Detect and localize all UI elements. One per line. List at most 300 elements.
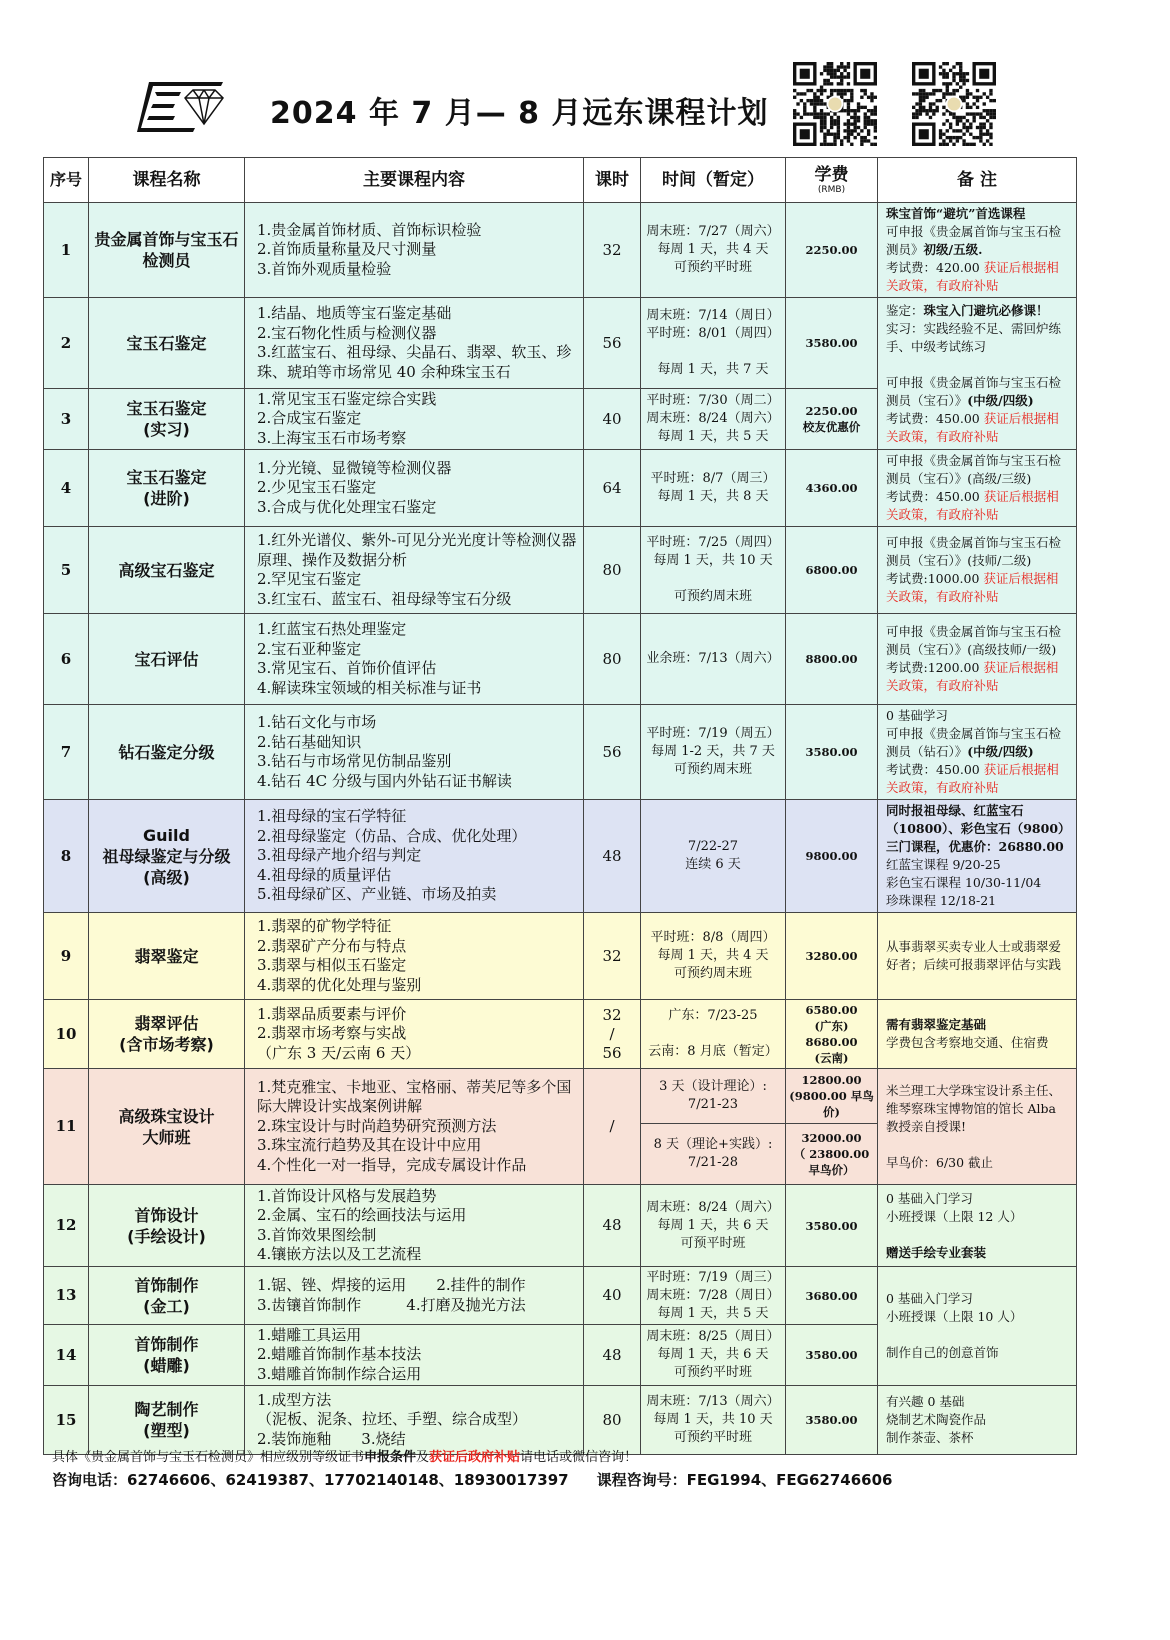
remark-line (886, 1411, 1068, 1429)
course-time (641, 614, 786, 705)
course-fee (786, 203, 878, 298)
course-remark (878, 1069, 1077, 1185)
cell-line: 2.翡翠市场考察与实战 (257, 1024, 407, 1043)
course-fee (786, 1000, 878, 1069)
cell-line: (手绘设计) (127, 1226, 206, 1246)
cell-line: 8680.00 (805, 1035, 858, 1049)
cell-line: 80 (602, 1410, 622, 1429)
cell-line: 首饰设计 (134, 1205, 199, 1225)
course-fee (786, 1325, 878, 1386)
remark-text: 可申报《贵金属首饰与宝玉石检测员（宝石）》 (886, 374, 1062, 408)
course-fee (786, 298, 878, 389)
cell-line: (云南) (814, 1051, 849, 1065)
course-name (89, 614, 245, 705)
cell-line: 高级珠宝设计 (118, 1106, 215, 1126)
cell-line: 业余班：7/13（周六） (646, 651, 780, 666)
cell-line: 每周 1-2 天，共 7 天 (651, 744, 775, 759)
remark-text: 可申报《贵金属首饰与宝玉石检测员》 (886, 224, 1062, 257)
cell-line: 宝玉石鉴定 (126, 333, 207, 353)
cell-line (644, 570, 782, 588)
cell-line: 周末班：7/28（周日） (646, 1287, 780, 1303)
cell-line: 平时班：7/30（周二） (646, 393, 780, 408)
row-number: 10 (44, 1000, 89, 1069)
cell-line: Guild (143, 825, 190, 845)
row-number: 15 (44, 1386, 89, 1455)
header-time: 时间（暂定） (641, 158, 786, 203)
cell-line: 每周 1 天，共 6 天 (657, 1347, 769, 1362)
row-number: 2 (44, 298, 89, 389)
cell-line: 平时班：8/7（周三） (650, 471, 776, 486)
course-fee (786, 913, 878, 1000)
remark-line (886, 623, 1068, 659)
course-content (245, 800, 584, 913)
course-time (641, 1185, 786, 1267)
remark-text: 0 基础入门学习 (886, 1190, 973, 1206)
cell-line: 2250.00 (805, 243, 858, 257)
page-title: 2024 年 7 月— 8 月远东课程计划 (270, 96, 769, 131)
qr-code-icon (793, 62, 877, 146)
header-name: 课程名称 (89, 158, 245, 203)
footer-note-text: 及 (416, 1450, 430, 1465)
cell-line: 周末班：7/13（周六） (646, 1394, 780, 1409)
cell-line: 4360.00 (805, 481, 858, 495)
course-hours (584, 800, 641, 913)
cell-line: 2.罕见宝石鉴定 (257, 570, 362, 588)
remark-line (886, 1190, 1068, 1208)
remark-text: 可申报《贵金属首饰与宝玉石检测员（宝石）》(高级/三级) (886, 453, 1062, 486)
subsidy-note: 获证后根据相关政策，有政府补贴 (886, 260, 1059, 293)
cell-line: 每周 1 天，共 4 天 (657, 948, 769, 963)
cell-line: 3.首饰效果图绘制 (257, 1225, 377, 1244)
course-time (641, 389, 786, 450)
row-number: 4 (44, 450, 89, 527)
course-content (245, 450, 584, 527)
cell-line: 每周 1 天，共 7 天 (657, 362, 769, 377)
course-remark (878, 1386, 1077, 1455)
cell-line: 首饰制作 (134, 1335, 199, 1354)
remark-line (886, 874, 1068, 892)
remark-line (886, 259, 1068, 295)
course-hours (584, 203, 641, 298)
cell-line: 4.祖母绿的质量评估 (257, 865, 392, 884)
remark-text: 彩色宝石课程 10/30-11/04 (886, 875, 1042, 890)
course-hours (584, 913, 641, 1000)
cell-line (644, 343, 782, 361)
cell-line: 周末班：7/27（周六） (646, 224, 780, 239)
remark-text: 学费包含考察地交通、住宿费 (886, 1035, 1049, 1050)
course-hours (584, 1069, 641, 1185)
cell-line: 每周 1 天，共 4 天 (657, 242, 769, 257)
remark-line (886, 1326, 1068, 1344)
remark-text: (中级/四级) (967, 392, 1034, 408)
remark-text: 米兰理工大学珠宝设计系主任、维琴察珠宝博物馆的馆长 Alba 教授亲自授课! (886, 1082, 1062, 1134)
course-name (89, 450, 245, 527)
cell-line: 80 (602, 560, 622, 579)
cell-line: 校友优惠价 (802, 420, 861, 434)
cell-line: 7/21-23 (687, 1097, 739, 1112)
cell-line: 7/22-27 (687, 839, 739, 854)
subsidy-note: 获证后根据相关政策，有政府补贴 (886, 489, 1059, 522)
cell-line: 云南：8 月底（暂定） (648, 1044, 778, 1059)
cell-line: 平时班：7/25（周四） (646, 535, 780, 550)
remark-line (886, 205, 1068, 223)
course-content (245, 527, 584, 614)
remark-line (886, 707, 1068, 725)
subsidy-note: 获证后根据相关政策，有政府补贴 (886, 571, 1059, 604)
course-remark (878, 203, 1077, 298)
remark-text: 赠送手绘专业套装 (886, 1244, 987, 1260)
course-fee (786, 1185, 878, 1267)
cell-line: (实习) (143, 420, 190, 439)
remark-text: 考试费:1200.00 (886, 660, 984, 675)
course-name (89, 913, 245, 1000)
course-name (89, 527, 245, 614)
course-fee (786, 1124, 878, 1185)
course-fee (786, 800, 878, 913)
course-hours (584, 1386, 641, 1455)
footer-note-text: 申报条件 (364, 1450, 417, 1465)
remark-line (886, 534, 1068, 570)
cell-line: 1.蜡雕工具运用 (257, 1325, 362, 1344)
cell-line: 4.镶嵌方法以及工艺流程 (257, 1245, 422, 1263)
course-name (89, 1185, 245, 1267)
remark-line (886, 802, 1068, 856)
course-time (641, 800, 786, 913)
remark-text: 早鸟价：6/30 截止 (886, 1154, 994, 1170)
cell-line: 40 (602, 409, 622, 428)
course-content (245, 913, 584, 1000)
cell-line: 每周 1 天，共 6 天 (657, 1217, 769, 1233)
remark-text: 可申报《贵金属首饰与宝玉石检测员（钻石）》 (886, 726, 1062, 759)
cell-line: 高级宝石鉴定 (118, 560, 215, 580)
cell-line: (高级) (143, 867, 190, 887)
course-fee (786, 705, 878, 800)
remark-text: 小班授课（上限 12 人） (886, 1208, 1023, 1224)
course-table (43, 157, 1077, 1455)
cell-line: 4.钻石 4C 分级与国内外钻石证书解读 (257, 771, 512, 790)
cell-line: 56 (602, 333, 622, 352)
cell-line: 4.个性化一对一指导，完成专属设计作品 (257, 1155, 527, 1174)
course-hours (584, 1185, 641, 1267)
remark-line (886, 1226, 1068, 1244)
row-number: 12 (44, 1185, 89, 1267)
course-content (245, 614, 584, 705)
course-fee (786, 1386, 878, 1455)
table-row (44, 203, 1077, 298)
cell-line: 每周 1 天，共 5 天 (657, 1305, 769, 1321)
course-time (641, 1000, 786, 1069)
remark-text: 考试费：450.00 (886, 410, 984, 426)
remark-line (886, 410, 1068, 446)
cell-line: 64 (602, 478, 622, 497)
cell-line: 平时班：7/19（周五） (646, 726, 780, 741)
remark-line (886, 1393, 1068, 1411)
remark-text: 小班授课（上限 10 人） (886, 1309, 1023, 1324)
course-time (641, 1325, 786, 1386)
course-content (245, 1386, 584, 1455)
remark-line (886, 1429, 1068, 1447)
cell-line: 贵金属首饰与宝玉石检测员 (94, 230, 239, 270)
cell-line: 2.宝石亚种鉴定 (257, 639, 362, 658)
cell-line: 40 (602, 1286, 622, 1304)
cell-line: 每周 1 天，共 10 天 (653, 553, 773, 568)
row-number: 13 (44, 1267, 89, 1325)
remark-line (886, 761, 1068, 797)
cell-line: 2.宝石物化性质与检测仪器 (257, 323, 437, 342)
remark-line (886, 1154, 1068, 1172)
remark-line (886, 488, 1068, 524)
remark-text: 需有翡翠鉴定基础 (886, 1017, 987, 1032)
course-name (89, 1325, 245, 1386)
cell-line: 宝石评估 (134, 649, 199, 669)
cell-line: 平时班：7/19（周三） (646, 1269, 780, 1285)
table-row (44, 1386, 1077, 1455)
remark-text: 考试费：450.00 (886, 489, 984, 504)
course-name (89, 298, 245, 389)
contact-wechat: 课程咨询号：FEG1994、FEG62746606 (596, 1471, 893, 1489)
cell-line: 2.少见宝玉石鉴定 (257, 478, 377, 497)
cell-line: 可预约周末班 (673, 589, 752, 604)
cell-line: 48 (602, 1345, 622, 1364)
cell-line: 2.装饰施釉 3.烧结 (257, 1429, 406, 1448)
cell-line: 3580.00 (805, 1348, 858, 1362)
table-row (44, 800, 1077, 913)
cell-line: 32 (602, 1005, 622, 1024)
cell-line: 3580.00 (805, 336, 858, 350)
course-fee (786, 450, 878, 527)
table-row (44, 1069, 1077, 1124)
remark-text: 同时报祖母绿、红蓝宝石（10800）、彩色宝石（9800）三门课程，优惠价：26880.00 (886, 803, 1065, 854)
remark-text: 烧制艺术陶瓷作品 (886, 1412, 987, 1427)
course-remark (878, 1185, 1077, 1267)
cell-line: 1.红外光谱仪、紫外-可见分光光度计等检测仪器原理、操作及数据分析 (257, 531, 577, 569)
header-hours: 课时 (584, 158, 641, 203)
course-hours (584, 1000, 641, 1069)
remark-line (886, 892, 1068, 910)
cell-line: 3.首饰外观质量检验 (257, 259, 392, 278)
row-number: 3 (44, 389, 89, 450)
cell-line: 可预约周末班 (673, 762, 752, 777)
cell-line: 1.红蓝宝石热处理鉴定 (257, 620, 407, 638)
course-time (641, 705, 786, 800)
cell-line: 祖母绿鉴定与分级 (102, 846, 231, 866)
cell-line: （ 23800.00 早鸟价） (793, 1147, 870, 1177)
cell-line: 8800.00 (805, 652, 858, 666)
subsidy-note: 获证后根据相关政策，有政府补贴 (886, 762, 1059, 795)
course-content (245, 203, 584, 298)
row-number: 9 (44, 913, 89, 1000)
table-row (44, 298, 1077, 389)
footer-note (52, 1446, 637, 1465)
course-remark (878, 527, 1077, 614)
cell-line: 可预约平时班 (673, 1365, 752, 1380)
remark-line (886, 223, 1068, 259)
table-row (44, 527, 1077, 614)
cell-line: 1.钻石文化与市场 (257, 713, 377, 731)
remark-text: (中级/四级) (967, 744, 1034, 759)
cell-line: 32 (602, 946, 622, 965)
footer-note-text: 具体《贵金属首饰与宝玉石检测员》相应级别等级证书 (52, 1450, 365, 1465)
cell-line: 6800.00 (805, 563, 858, 577)
header-no: 序号 (44, 158, 89, 203)
remark-text: 初级/五级. (923, 242, 983, 257)
row-number: 7 (44, 705, 89, 800)
table-row (44, 913, 1077, 1000)
table-row (44, 705, 1077, 800)
remark-line (886, 356, 1068, 374)
course-time (641, 203, 786, 298)
subsidy-note: 获证后根据相关政策，有政府补贴 (886, 410, 1059, 444)
cell-line: 宝玉石鉴定 (126, 468, 207, 487)
row-number: 11 (44, 1069, 89, 1185)
remark-text: 珠宝首饰“避坑”首选课程 (886, 206, 1026, 221)
course-fee (786, 527, 878, 614)
remark-line (886, 302, 1068, 320)
remark-line (886, 320, 1068, 356)
footer-contact (52, 1469, 892, 1490)
remark-text: 珍珠课程 12/18-21 (886, 893, 997, 908)
cell-line: 周末班：8/24（周六） (646, 1199, 780, 1215)
course-remark (878, 913, 1077, 1000)
contact-phone: 咨询电话：62746606、62419387、17702140148、18930017397 (52, 1471, 569, 1489)
cell-line: 陶艺制作 (134, 1400, 199, 1419)
cell-line: 2.首饰质量称量及尺寸测量 (257, 240, 437, 259)
cell-line: 大师班 (142, 1127, 191, 1147)
cell-line: 1.翡翠品质要素与评价 (257, 1004, 407, 1023)
cell-line: 平时班：8/01（周四） (646, 326, 780, 341)
cell-line: 3.翡翠与相似玉石鉴定 (257, 956, 407, 974)
course-content (245, 705, 584, 800)
cell-line: 3.蜡雕首饰制作综合运用 (257, 1364, 422, 1383)
cell-line: 1.常见宝玉石鉴定综合实践 (257, 389, 437, 408)
cell-line: （广东 3 天/云南 6 天） (257, 1043, 421, 1062)
course-hours (584, 450, 641, 527)
cell-line: 每周 1 天，共 10 天 (653, 1412, 773, 1427)
cell-line: (广东) (814, 1019, 849, 1033)
table-row (44, 1000, 1077, 1069)
cell-line: (金工) (143, 1296, 190, 1316)
remark-line (886, 659, 1068, 695)
course-name (89, 203, 245, 298)
course-name (89, 389, 245, 450)
cell-line: 6580.00 (805, 1003, 858, 1017)
cell-line: 3.红蓝宝石、祖母绿、尖晶石、翡翠、软玉、珍珠、琥珀等市场常见 40 余种珠宝玉石 (257, 343, 572, 381)
cell-line: 7/21-28 (687, 1155, 739, 1170)
remark-line (886, 570, 1068, 606)
remark-line (886, 452, 1068, 488)
cell-line: 1.梵克雅宝、卡地亚、宝格丽、蒂芙尼等多个国际大牌设计实战案例讲解 (257, 1077, 572, 1116)
remark-line (886, 1308, 1068, 1326)
cell-line: 每周 1 天，共 5 天 (657, 429, 769, 444)
course-name (89, 1069, 245, 1185)
cell-line: 2.钻石基础知识 (257, 732, 362, 751)
cell-line: (塑型) (143, 1421, 190, 1440)
cell-line: 4.解读珠宝领域的相关标准与证书 (257, 678, 482, 697)
table-row (44, 1267, 1077, 1325)
cell-line: 3.钻石与市场常见仿制品鉴别 (257, 752, 452, 770)
course-time (641, 1267, 786, 1325)
cell-line: 1.结晶、地质等宝石鉴定基础 (257, 304, 452, 322)
course-remark (878, 800, 1077, 913)
cell-line: 翡翠评估 (134, 1014, 199, 1033)
cell-line: 1.祖母绿的宝石学特征 (257, 807, 407, 826)
course-remark (878, 614, 1077, 705)
remark-line (886, 1082, 1068, 1136)
cell-line: 1.贵金属首饰材质、首饰标识检验 (257, 220, 482, 239)
footer-note-text: 请电话或微信咨询！ (520, 1450, 638, 1465)
header-fee-unit: (RMB) (817, 184, 846, 195)
cell-line: 翡翠鉴定 (134, 946, 199, 966)
cell-line: 广东：7/23-25 (668, 1008, 758, 1023)
course-time (641, 1069, 786, 1124)
course-remark (878, 1267, 1077, 1386)
cell-line (644, 1025, 782, 1043)
course-content (245, 389, 584, 450)
cell-line: 1.锯、锉、焊接的运用 2.挂件的制作 (257, 1276, 526, 1294)
remark-text: 0 基础入门学习 (886, 1291, 973, 1306)
course-hours (584, 298, 641, 389)
cell-line: 3.合成与优化处理宝石鉴定 (257, 497, 437, 516)
course-time (641, 527, 786, 614)
remark-line (886, 1244, 1068, 1262)
remark-text: 红蓝宝课程 9/20-25 (886, 857, 1001, 872)
cell-line: 3 天（设计理论）: (659, 1079, 767, 1094)
cell-line: 2.金属、宝石的绘画技法与运用 (257, 1206, 467, 1224)
cell-line: 3.常见宝石、首饰价值评估 (257, 659, 437, 677)
cell-line: (含市场考察) (119, 1035, 214, 1054)
cell-line: 周末班：8/25（周日） (646, 1329, 780, 1344)
course-time (641, 1386, 786, 1455)
course-remark (878, 705, 1077, 800)
header-remark: 备 注 (878, 158, 1077, 203)
course-name (89, 705, 245, 800)
course-time (641, 298, 786, 389)
cell-line: / (609, 1024, 615, 1043)
cell-line: 1.首饰设计风格与发展趋势 (257, 1186, 437, 1205)
course-hours (584, 614, 641, 705)
cell-line: 可预约周末班 (673, 966, 752, 981)
remark-text: 考试费：420.00 (886, 260, 984, 275)
row-number: 8 (44, 800, 89, 913)
cell-line: 48 (602, 846, 622, 865)
cell-line: 2250.00 (805, 404, 858, 418)
course-content (245, 1185, 584, 1267)
header-content: 主要课程内容 (245, 158, 584, 203)
remark-line (886, 856, 1068, 874)
remark-text: 考试费:1000.00 (886, 571, 984, 586)
cell-line: 可预约平时班 (673, 1430, 752, 1445)
cell-line: (进阶) (143, 489, 190, 508)
cell-line: 3.齿镶首饰制作 4.打磨及抛光方法 (257, 1295, 526, 1314)
cell-line: 宝玉石鉴定 (126, 399, 207, 418)
row-number: 5 (44, 527, 89, 614)
cell-line: 3.上海宝玉石市场考察 (257, 428, 407, 447)
cell-line: (9800.00 早鸟价) (789, 1089, 874, 1119)
remark-line (886, 1208, 1068, 1226)
cell-line: 3.祖母绿产地介绍与判定 (257, 846, 422, 865)
remark-text: 0 基础学习 (886, 708, 948, 723)
course-content (245, 1000, 584, 1069)
course-remark (878, 450, 1077, 527)
cell-line: 5.祖母绿矿区、产业链、市场及拍卖 (257, 885, 497, 904)
course-hours (584, 705, 641, 800)
cell-line: 3580.00 (805, 745, 858, 759)
course-remark (878, 298, 1077, 450)
course-name (89, 1386, 245, 1455)
remark-text: 考试费：450.00 (886, 762, 984, 777)
row-number: 6 (44, 614, 89, 705)
cell-line: 12800.00 (801, 1073, 862, 1087)
